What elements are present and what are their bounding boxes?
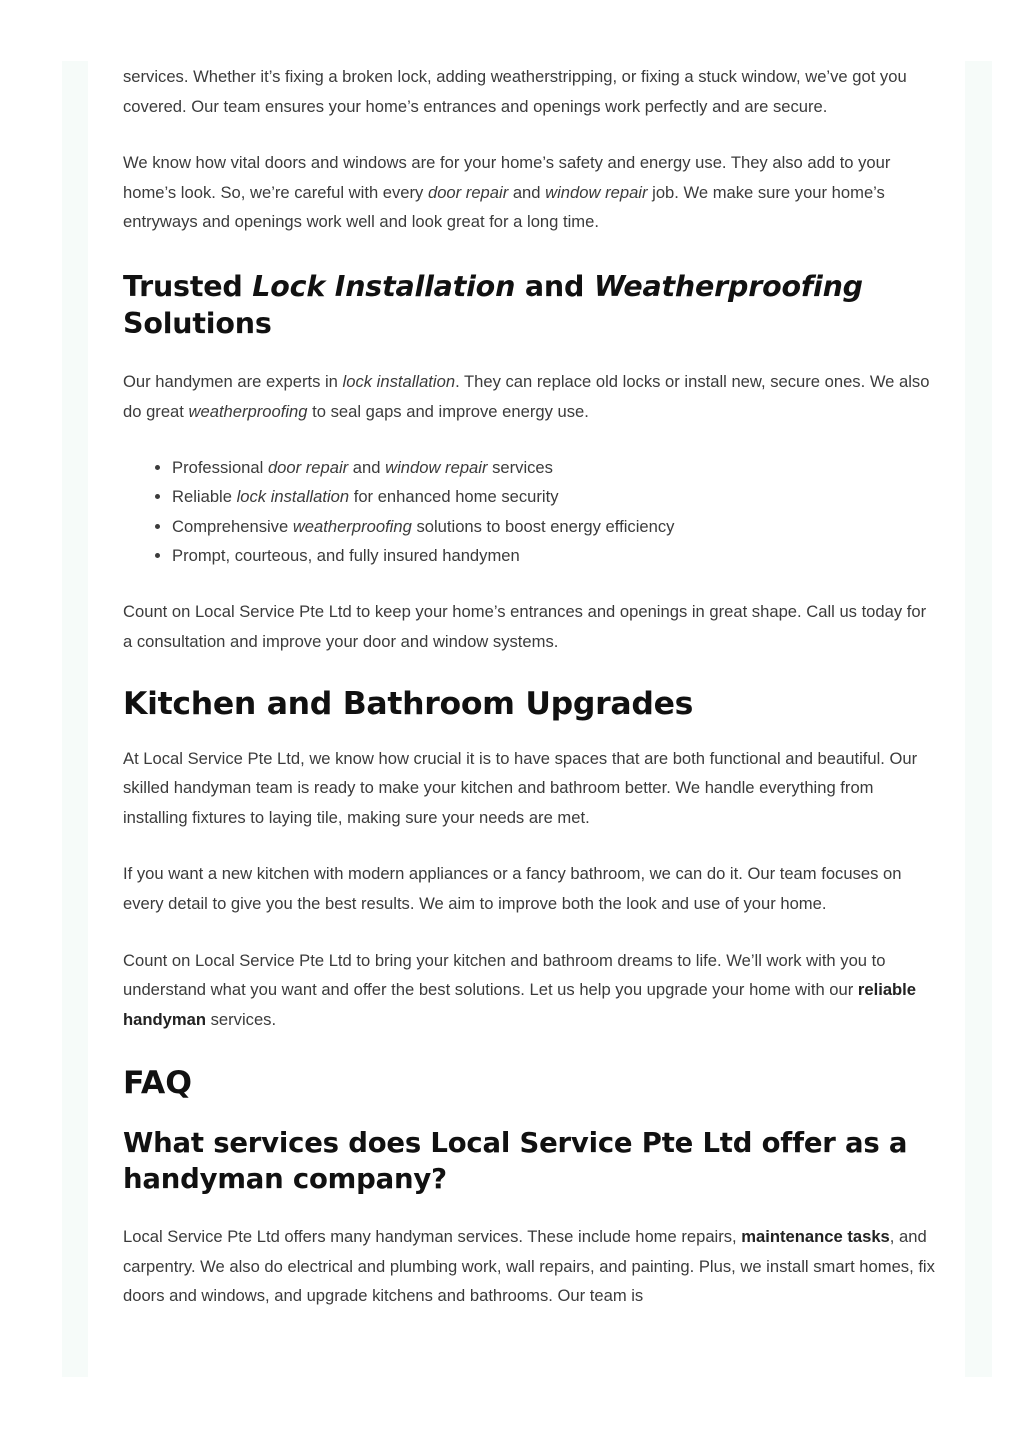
- emphasis: door repair: [427, 182, 509, 202]
- faq-question: What services does Local Service Pte Ltd offer as a handyman company?: [123, 1127, 908, 1196]
- text: solutions to boost energy efficiency: [411, 516, 675, 536]
- faq-answer: [123, 1222, 935, 1311]
- text: services: [487, 458, 553, 478]
- kitchen-paragraph-3: [123, 946, 935, 1035]
- bold-text: reliable handyman: [123, 980, 917, 1029]
- text: and: [348, 458, 386, 478]
- emphasis: window repair: [545, 182, 648, 202]
- list-item: [172, 453, 935, 482]
- text: Reliable: [172, 487, 237, 507]
- kitchen-paragraph-2: If you want a new kitchen with modern appliances or a fancy bathroom, we can do it. Our team focuses on every detail to give you the best results. We aim to improve both the look and use of your home.: [123, 864, 902, 913]
- heading-text: Solutions: [123, 306, 272, 340]
- faq-heading: FAQ: [123, 1065, 193, 1102]
- text: for enhanced home security: [349, 487, 559, 507]
- text: Count on Local Service Pte Ltd to bring your kitchen and bathroom dreams to life. We’ll work with you to understand what you want and offer the best solutions. Let us help you upgrade your home with our: [123, 950, 886, 1000]
- services-list: [123, 453, 935, 570]
- intro-paragraph-2: [123, 148, 935, 237]
- trusted-paragraph-2: Count on Local Service Pte Ltd to keep your home’s entrances and openings in great shape. Call us today for a consultation and improve your door and window systems.: [123, 602, 927, 651]
- heading-text: Trusted: [123, 269, 253, 303]
- text: . They can replace old locks or install new, secure ones. We also do great: [123, 371, 930, 421]
- trusted-paragraph-1: [123, 367, 935, 426]
- emphasis: lock installation: [342, 371, 456, 391]
- left-margin-strip: [62, 61, 88, 1377]
- list-item: [172, 541, 935, 570]
- text: Professional: [172, 458, 268, 478]
- text: and: [508, 182, 546, 202]
- bold-text: maintenance tasks: [741, 1227, 890, 1247]
- text: to seal gaps and improve energy use.: [307, 401, 589, 421]
- intro-paragraph-1: services. Whether it’s fixing a broken lock, adding weatherstripping, or fixing a stuck window, we’ve got you covered. Our team ensures your home’s entrances and openings work perfectly and are secure.: [123, 67, 907, 116]
- emphasis: lock installation: [236, 487, 350, 507]
- right-margin-strip: [965, 61, 992, 1377]
- emphasis: window repair: [385, 458, 488, 478]
- article-content: [123, 62, 935, 1338]
- kitchen-paragraph-1: At Local Service Pte Ltd, we know how crucial it is to have spaces that are both functional and beautiful. Our skilled handyman team is ready to make your kitchen and bathroom better. We handle everything from installing fixtures to laying tile, making sure your needs are met.: [123, 748, 918, 827]
- heading-emphasis: Lock Installation: [252, 269, 516, 303]
- section-heading-kitchen: Kitchen and Bathroom Upgrades: [123, 685, 694, 722]
- text: job. We make sure your home’s entryways and openings work well and look great for a long time.: [123, 182, 885, 232]
- text: Comprehensive: [172, 516, 293, 536]
- heading-text: and: [515, 269, 594, 303]
- text: , and carpentry. We also do electrical and plumbing work, wall repairs, and painting. Plus, we install smart homes, fix doors and windows, and upgrade kitchens and bathrooms. Our team is: [123, 1227, 935, 1306]
- text: Prompt, courteous, and fully insured handymen: [172, 546, 520, 566]
- text: We know how vital doors and windows are for your home’s safety and energy use. They also add to your home’s look. So, we’re careful with every: [123, 153, 891, 202]
- text: Local Service Pte Ltd offers many handyman services. These include home repairs,: [123, 1227, 742, 1247]
- emphasis: weatherproofing: [292, 516, 412, 536]
- text: Our handymen are experts in: [123, 371, 343, 391]
- list-item: [172, 512, 935, 541]
- heading-emphasis: Weatherproofing: [593, 269, 863, 303]
- emphasis: weatherproofing: [188, 401, 308, 421]
- section-heading-trusted: [123, 268, 935, 342]
- text: services.: [206, 1009, 277, 1029]
- list-item: [172, 482, 935, 511]
- emphasis: door repair: [267, 458, 349, 478]
